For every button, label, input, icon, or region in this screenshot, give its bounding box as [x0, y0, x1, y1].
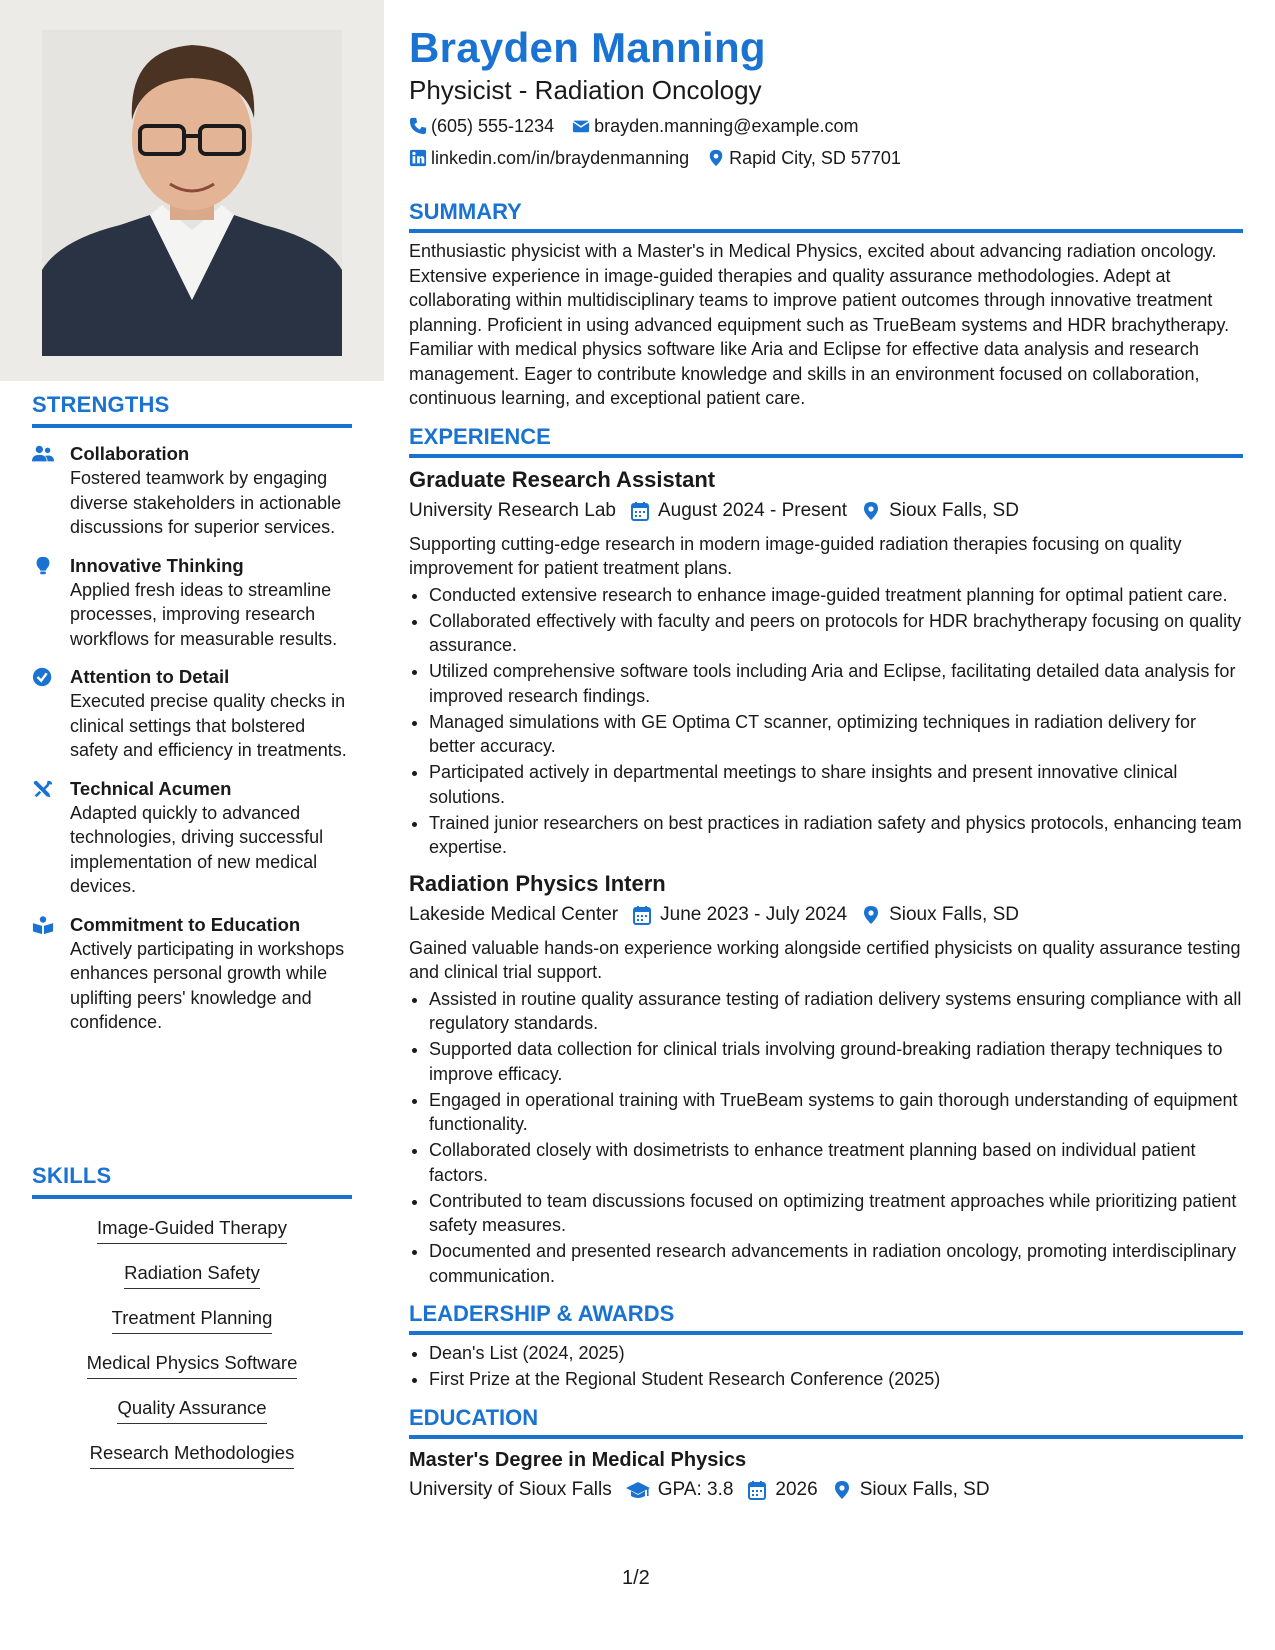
job-bullet: • Conducted extensive research to enhance image-guided treatment planning for optimal patient care. — [429, 583, 1243, 608]
map-pin-icon — [832, 1480, 852, 1500]
calendar-icon — [630, 501, 650, 521]
tools-icon — [32, 777, 70, 899]
job-entry — [409, 466, 1243, 860]
job-bullet: • Documented and presented research advancements in radiation oncology, promoting interdisciplinary communication. — [429, 1239, 1243, 1288]
strength-item — [32, 442, 352, 540]
education-section — [409, 1404, 1243, 1503]
job-bullet: • Trained junior researchers on best practices in radiation safety and physics protocols, enhancing team expertise. — [429, 811, 1243, 860]
main-column — [409, 22, 1243, 1503]
graduation-cap-icon — [626, 1480, 650, 1500]
candidate-name: Brayden Manning — [409, 24, 766, 71]
experience-heading: EXPERIENCE — [409, 423, 1243, 458]
email-text: brayden.manning@example.com — [594, 116, 859, 136]
location-contact — [707, 146, 901, 170]
degree-title: Master's Degree in Medical Physics — [409, 1448, 747, 1471]
award-item: • First Prize at the Regional Student Research Conference (2025) — [429, 1367, 1243, 1392]
leadership-section — [409, 1300, 1243, 1392]
strength-desc: Fostered teamwork by engaging diverse stakeholders in actionable discussions for superior services. — [70, 468, 342, 537]
education-heading: EDUCATION — [409, 1404, 1243, 1439]
job-bullet: • Engaged in operational training with TrueBeam systems to gain thorough understanding of equipment functionality. — [429, 1088, 1243, 1137]
skill-item: Image-Guided Therapy — [97, 1216, 287, 1244]
map-pin-icon — [707, 149, 725, 167]
users-icon — [32, 442, 70, 540]
contact-row — [409, 114, 1243, 138]
sidebar — [0, 0, 384, 1650]
map-pin-icon — [861, 905, 881, 925]
job-bullet: • Assisted in routine quality assurance testing of radiation delivery systems ensuring compliance with all regulatory standards. — [429, 987, 1243, 1036]
skills-section — [32, 1163, 352, 1479]
strength-title: Collaboration — [70, 443, 190, 464]
skill-item: Research Methodologies — [90, 1441, 295, 1469]
job-summary: Supporting cutting-edge research in modern image-guided radiation therapies focusing on quality improvement for patient treatment plans. — [409, 533, 1182, 578]
skills-list — [32, 1209, 352, 1479]
strength-title: Commitment to Education — [70, 913, 301, 935]
job-org: University Research Lab — [409, 499, 616, 521]
job-bullet: • Participated actively in departmental meetings to share insights and present innovative clinical solutions. — [429, 760, 1243, 809]
strength-desc: Executed precise quality checks in clinical settings that bolstered safety and efficiency in treatments. — [70, 691, 347, 760]
strength-desc: Actively participating in workshops enhances personal growth while uplifting peers' knowledge and confidence. — [70, 938, 345, 1032]
job-bullet: • Supported data collection for clinical trials involving ground-breaking radiation therapy techniques to improve efficacy. — [429, 1037, 1243, 1086]
skill-item: Treatment Planning — [112, 1306, 273, 1334]
linkedin-contact[interactable] — [409, 146, 689, 170]
strength-item — [32, 777, 352, 899]
location-text: Rapid City, SD 57701 — [729, 148, 901, 168]
lightbulb-icon — [32, 554, 70, 652]
contact-row — [409, 146, 1243, 170]
school-name: University of Sioux Falls — [409, 1478, 612, 1500]
job-bullet: • Collaborated closely with dosimetrists to enhance treatment planning based on individual patient factors. — [429, 1138, 1243, 1187]
strength-item — [32, 665, 352, 763]
strength-item — [32, 554, 352, 652]
experience-section — [409, 423, 1243, 1289]
job-title: Radiation Physics Intern — [409, 870, 666, 896]
award-item: • Dean's List (2024, 2025) — [429, 1341, 1243, 1366]
skill-item: Radiation Safety — [124, 1261, 260, 1289]
phone-contact[interactable] — [409, 114, 554, 138]
job-location: Sioux Falls, SD — [889, 903, 1019, 925]
calendar-icon — [632, 905, 652, 925]
strength-item — [32, 913, 352, 1035]
check-circle-icon — [32, 665, 70, 763]
job-bullet: • Managed simulations with GE Optima CT scanner, optimizing techniques in radiation delivery for better accuracy. — [429, 710, 1243, 759]
summary-section — [409, 198, 1243, 411]
education-meta — [409, 1477, 1243, 1503]
strength-desc: Applied fresh ideas to streamline processes, improving research workflows for measurable results. — [70, 579, 338, 649]
email-contact[interactable] — [572, 114, 858, 138]
strength-title: Technical Acumen — [70, 777, 232, 799]
summary-text: Enthusiastic physicist with a Master's in Medical Physics, excited about advancing radiation oncology. Extensive experience in image-guided therapies and quality assurance methodologies. Adept at collaborating within multidisciplinary teams to improve patient outcomes through innovative treatment planning. Proficient in using advanced equipment such as TrueBeam systems and HDR brachytherapy. Familiar with medical physics software like Aria and Eclipse for effective data analysis and research management. Eager to contribute knowledge and skills in an environment focused on collaboration, continuous learning, and exceptional patient care. — [409, 241, 1230, 408]
job-headline: Physicist - Radiation Oncology — [409, 75, 762, 105]
skill-item: Quality Assurance — [117, 1396, 266, 1424]
job-title: Graduate Research Assistant — [409, 466, 716, 492]
skill-item: Medical Physics Software — [87, 1351, 298, 1379]
job-org: Lakeside Medical Center — [409, 903, 619, 925]
job-bullet: • Utilized comprehensive software tools including Aria and Eclipse, facilitating detailed data analysis for improved research findings. — [429, 659, 1243, 708]
linkedin-text: linkedin.com/in/braydenmanning — [431, 148, 690, 168]
gpa: GPA: 3.8 — [657, 1478, 734, 1500]
map-pin-icon — [861, 501, 881, 521]
strengths-section — [32, 392, 352, 1035]
job-meta — [409, 498, 1243, 524]
job-location: Sioux Falls, SD — [889, 499, 1019, 521]
phone-text: (605) 555-1234 — [431, 116, 555, 136]
job-entry — [409, 870, 1243, 1289]
job-dates: June 2023 - July 2024 — [660, 903, 848, 925]
job-dates: August 2024 - Present — [657, 499, 848, 521]
profile-photo — [0, 0, 384, 381]
strength-title: Innovative Thinking — [70, 554, 244, 576]
skills-heading: SKILLS — [32, 1163, 352, 1199]
awards-list — [409, 1341, 1243, 1392]
calendar-icon — [747, 1480, 767, 1500]
leadership-heading: LEADERSHIP & AWARDS — [409, 1300, 1243, 1335]
strengths-heading: STRENGTHS — [32, 392, 352, 428]
page-number: 1/2 — [622, 1567, 650, 1589]
job-bullets — [409, 583, 1243, 860]
phone-icon — [409, 117, 427, 135]
envelope-icon — [572, 117, 590, 135]
job-summary: Gained valuable hands-on experience working alongside certified physicists on quality assurance testing and clinical trial support. — [409, 937, 1241, 982]
strength-desc: Adapted quickly to advanced technologies, driving successful implementation of new medical devices. — [70, 802, 324, 896]
graduation-year: 2026 — [775, 1478, 818, 1500]
linkedin-icon — [409, 149, 427, 167]
summary-heading: SUMMARY — [409, 198, 1243, 233]
job-bullet: • Contributed to team discussions focused on optimizing treatment approaches while prioritizing patient safety measures. — [429, 1189, 1243, 1238]
job-meta — [409, 902, 1243, 928]
job-bullets — [409, 987, 1243, 1289]
strength-title: Attention to Detail — [70, 666, 230, 687]
job-bullet: • Collaborated effectively with faculty and peers on protocols for HDR brachytherapy focusing on quality assurance. — [429, 609, 1243, 658]
book-reader-icon — [32, 913, 70, 1035]
school-location: Sioux Falls, SD — [859, 1478, 990, 1500]
